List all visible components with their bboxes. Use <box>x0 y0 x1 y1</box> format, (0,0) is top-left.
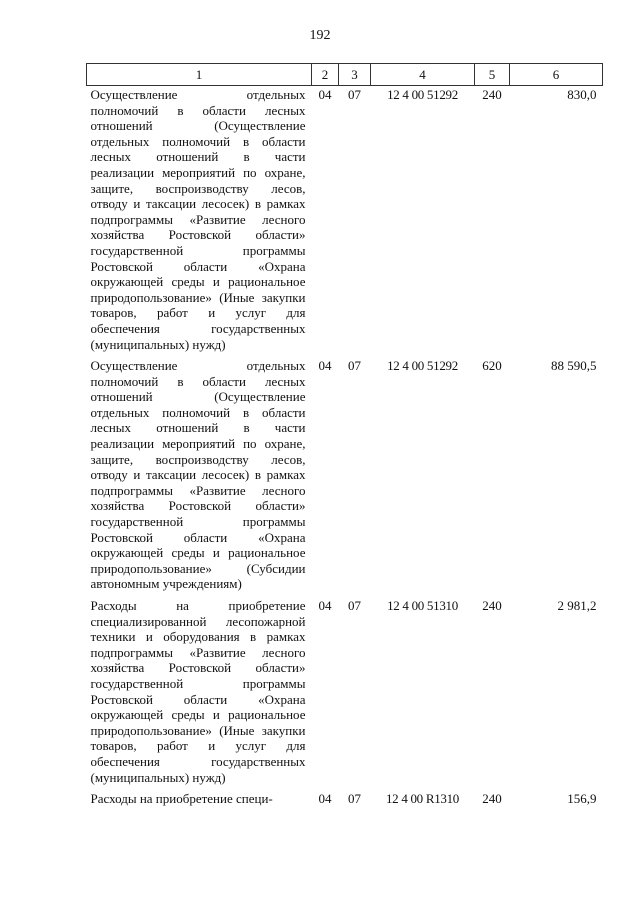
row-target-article: 12 4 00 51292 <box>387 358 458 374</box>
row-expense-type: 240 <box>482 791 502 807</box>
row-target-article: 12 4 00 R1310 <box>385 791 460 807</box>
row-description: Осуществление отдельных полномочий в области лесных отношений (Осуществление отдельных полномочий в области лесных отношений в части реализации мероприятий по охране, защите, воспроизводству лесов, отводу и таксации лесосек) в рамках подпрограммы «Развитие лесного хозяйства Ростовской области» государственной программы Ростовской области «Охрана окружающей среды и рациональное природопользование» (Иные закупки товаров, работ и услуг для обеспечения государственных (муниципальных) нужд) <box>90 87 306 352</box>
row-target-article: 12 4 00 51292 <box>387 87 458 102</box>
row-target-article: 12 4 00 51310 <box>387 598 458 613</box>
row-description: Расходы на приобретение специ- <box>90 791 273 807</box>
header-col-2: 2 <box>312 64 339 86</box>
row-subsection-code: 07 <box>348 358 361 374</box>
row-expense-type: 240 <box>482 598 502 613</box>
table-row <box>87 354 603 594</box>
row-expense-type: 240 <box>482 87 502 102</box>
row-expense-type: 620 <box>482 358 502 374</box>
row-amount: 156,9 <box>567 791 597 807</box>
table-row <box>87 594 603 787</box>
table-header-row <box>87 64 603 86</box>
budget-table <box>86 63 603 809</box>
row-subsection-code: 07 <box>348 598 361 613</box>
row-subsection-code: 07 <box>348 87 361 102</box>
row-amount: 88 590,5 <box>551 358 597 374</box>
row-description: Расходы на приобретение специализированной лесопожарной техники и оборудования в рамках подпрограммы «Развитие лесного хозяйства Ростовской области» государственной программы Ростовской области «Охрана окружающей среды и рациональное природопользование» (Иные закупки товаров, работ и услуг для обеспечения государственных (муниципальных) нужд) <box>90 598 306 785</box>
row-section-code: 04 <box>318 87 332 102</box>
row-section-code: 04 <box>318 358 332 374</box>
table-row <box>87 86 603 355</box>
row-amount: 2 981,2 <box>557 598 597 613</box>
header-col-1: 1 <box>87 64 312 86</box>
header-col-4: 4 <box>371 64 475 86</box>
row-amount: 830,0 <box>567 87 597 102</box>
header-col-3: 3 <box>339 64 371 86</box>
table-row <box>87 787 603 809</box>
row-section-code: 04 <box>318 791 332 807</box>
page-number: 192 <box>309 28 331 43</box>
header-col-6: 6 <box>510 64 603 86</box>
header-col-5: 5 <box>475 64 510 86</box>
row-subsection-code: 07 <box>348 791 361 807</box>
row-description: Осуществление отдельных полномочий в области лесных отношений (Осуществление отдельных полномочий в области лесных отношений в части реализации мероприятий по охране, защите, воспроизводству лесов, отводу и таксации лесосек) в рамках подпрограммы «Развитие лесного хозяйства Ростовской области» государственной программы Ростовской области «Охрана окружающей среды и рациональное природопользование» (Субсидии автономным учреждениям) <box>90 358 306 592</box>
row-section-code: 04 <box>318 598 332 613</box>
